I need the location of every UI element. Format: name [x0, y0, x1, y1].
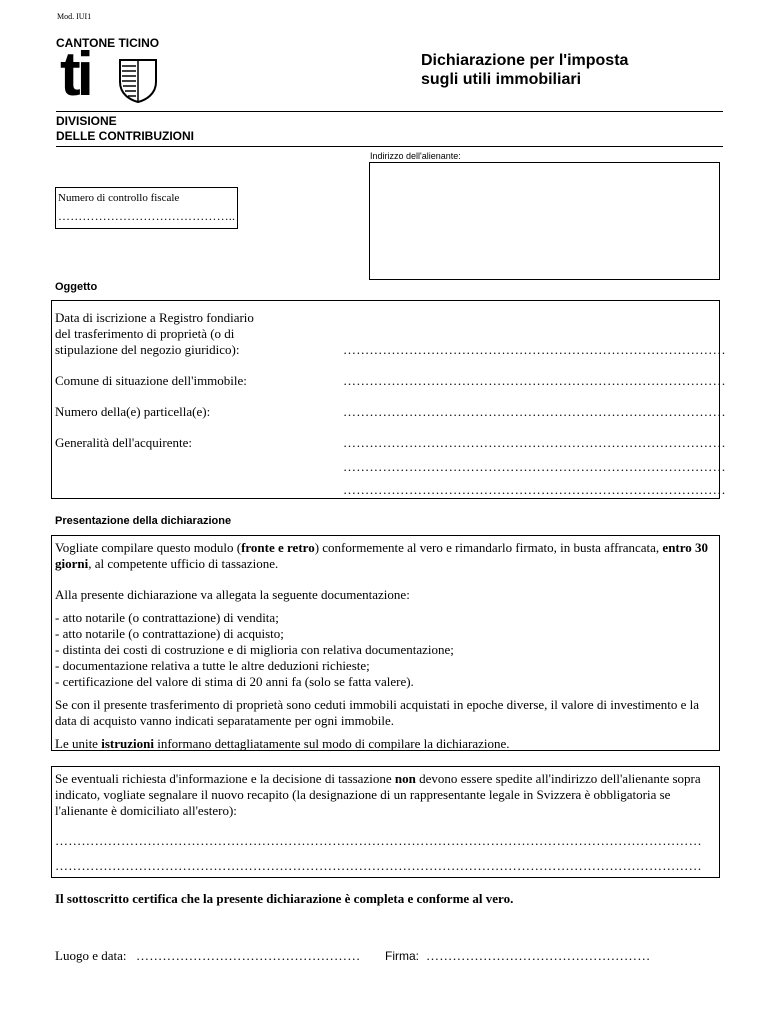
signature-label: Firma:: [385, 949, 419, 963]
recapito-paragraph: Se eventuali richiesta d'informazione e la decisione di tassazione non devono essere spedite all'indirizzo dell'alienante sopra indicato, vogliate segnalare il nuovo recapito (la designazione di un rappresentante legale in Svizzera è obbligatoria se l'alienante è domiciliato all'estero):: [55, 771, 701, 818]
parcel-number-field[interactable]: ……………………………………………………………………………: [343, 404, 726, 419]
presentazione-heading: Presentazione della dichiarazione: [55, 515, 232, 527]
form-code: Mod. IUI1: [57, 12, 92, 21]
oggetto-heading: Oggetto: [55, 281, 98, 293]
buyer-details-field-3[interactable]: ……………………………………………………………………………: [343, 482, 726, 497]
instructions-paragraph: Vogliate compilare questo modulo (fronte e retro) conformemente al vero e rimandarlo firmato, in busta affrancata, entro 30 giorni, al competente ufficio di tassazione.: [55, 540, 709, 571]
shield-icon: [118, 58, 158, 104]
documentation-list: [55, 610, 454, 690]
list-item: - atto notarile (o contrattazione) di acquisto;: [55, 626, 284, 641]
fiscal-control-box: [55, 187, 238, 229]
parcel-number-label: Numero della(e) particella(e):: [55, 404, 211, 419]
place-date-field[interactable]: ……………………………………………: [136, 948, 361, 963]
seller-address-field[interactable]: [369, 162, 720, 280]
place-date-label: Luogo e data:: [55, 948, 127, 963]
buyer-details-field-1[interactable]: ……………………………………………………………………………: [343, 435, 726, 450]
seller-address-label: Indirizzo dell'alienante:: [370, 151, 461, 161]
document-title: Dichiarazione per l'imposta sugli utili immobiliari: [421, 52, 629, 88]
registration-date-label: Data di iscrizione a Registro fondiario del trasferimento di proprietà (o di stipulazione del negozio giuridico):: [55, 310, 254, 357]
municipality-field[interactable]: ……………………………………………………………………………: [343, 373, 726, 388]
list-item: - certificazione del valore di stima di 20 anni fa (solo se fatta valere).: [55, 674, 414, 689]
buyer-details-label: Generalità dell'acquirente:: [55, 435, 192, 450]
division-divider: [56, 146, 723, 147]
multiple-properties-note: Se con il presente trasferimento di proprietà sono ceduti immobili acquistati in epoche diverse, il valore di investimento e la data di acquisto vanno indicati separatamente per ogni immobile.: [55, 697, 700, 728]
new-address-field-1[interactable]: …………………………………………………………………………………………………………………………………: [55, 833, 702, 848]
fiscal-control-label: Numero di controllo fiscale: [58, 192, 180, 204]
header-divider: [56, 111, 723, 112]
new-address-field-2[interactable]: …………………………………………………………………………………………………………………………………: [55, 858, 702, 873]
signature-field[interactable]: ……………………………………………: [426, 948, 651, 963]
documentation-intro: Alla presente dichiarazione va allegata la seguente documentazione:: [55, 587, 410, 602]
municipality-label: Comune di situazione dell'immobile:: [55, 373, 247, 388]
certification-statement: Il sottoscritto certifica che la presente dichiarazione è completa e conforme al vero.: [55, 891, 514, 906]
instructions-note: Le unite istruzioni informano dettagliatamente sul modo di compilare la dichiarazione.: [55, 736, 510, 751]
division-name: DIVISIONE DELLE CONTRIBUZIONI: [56, 114, 194, 143]
buyer-details-field-2[interactable]: ……………………………………………………………………………: [343, 459, 726, 474]
list-item: - documentazione relativa a tutte le altre deduzioni richieste;: [55, 658, 370, 673]
list-item: - atto notarile (o contrattazione) di vendita;: [55, 610, 279, 625]
canton-name: CANTONE TICINO: [56, 36, 160, 50]
list-item: - distinta dei costi di costruzione e di miglioria con relativa documentazione;: [55, 642, 454, 657]
registration-date-field[interactable]: ……………………………………………………………………………: [343, 342, 726, 357]
fiscal-control-dots[interactable]: ……………………………………..: [58, 209, 236, 223]
logo-text: ti: [60, 40, 90, 109]
